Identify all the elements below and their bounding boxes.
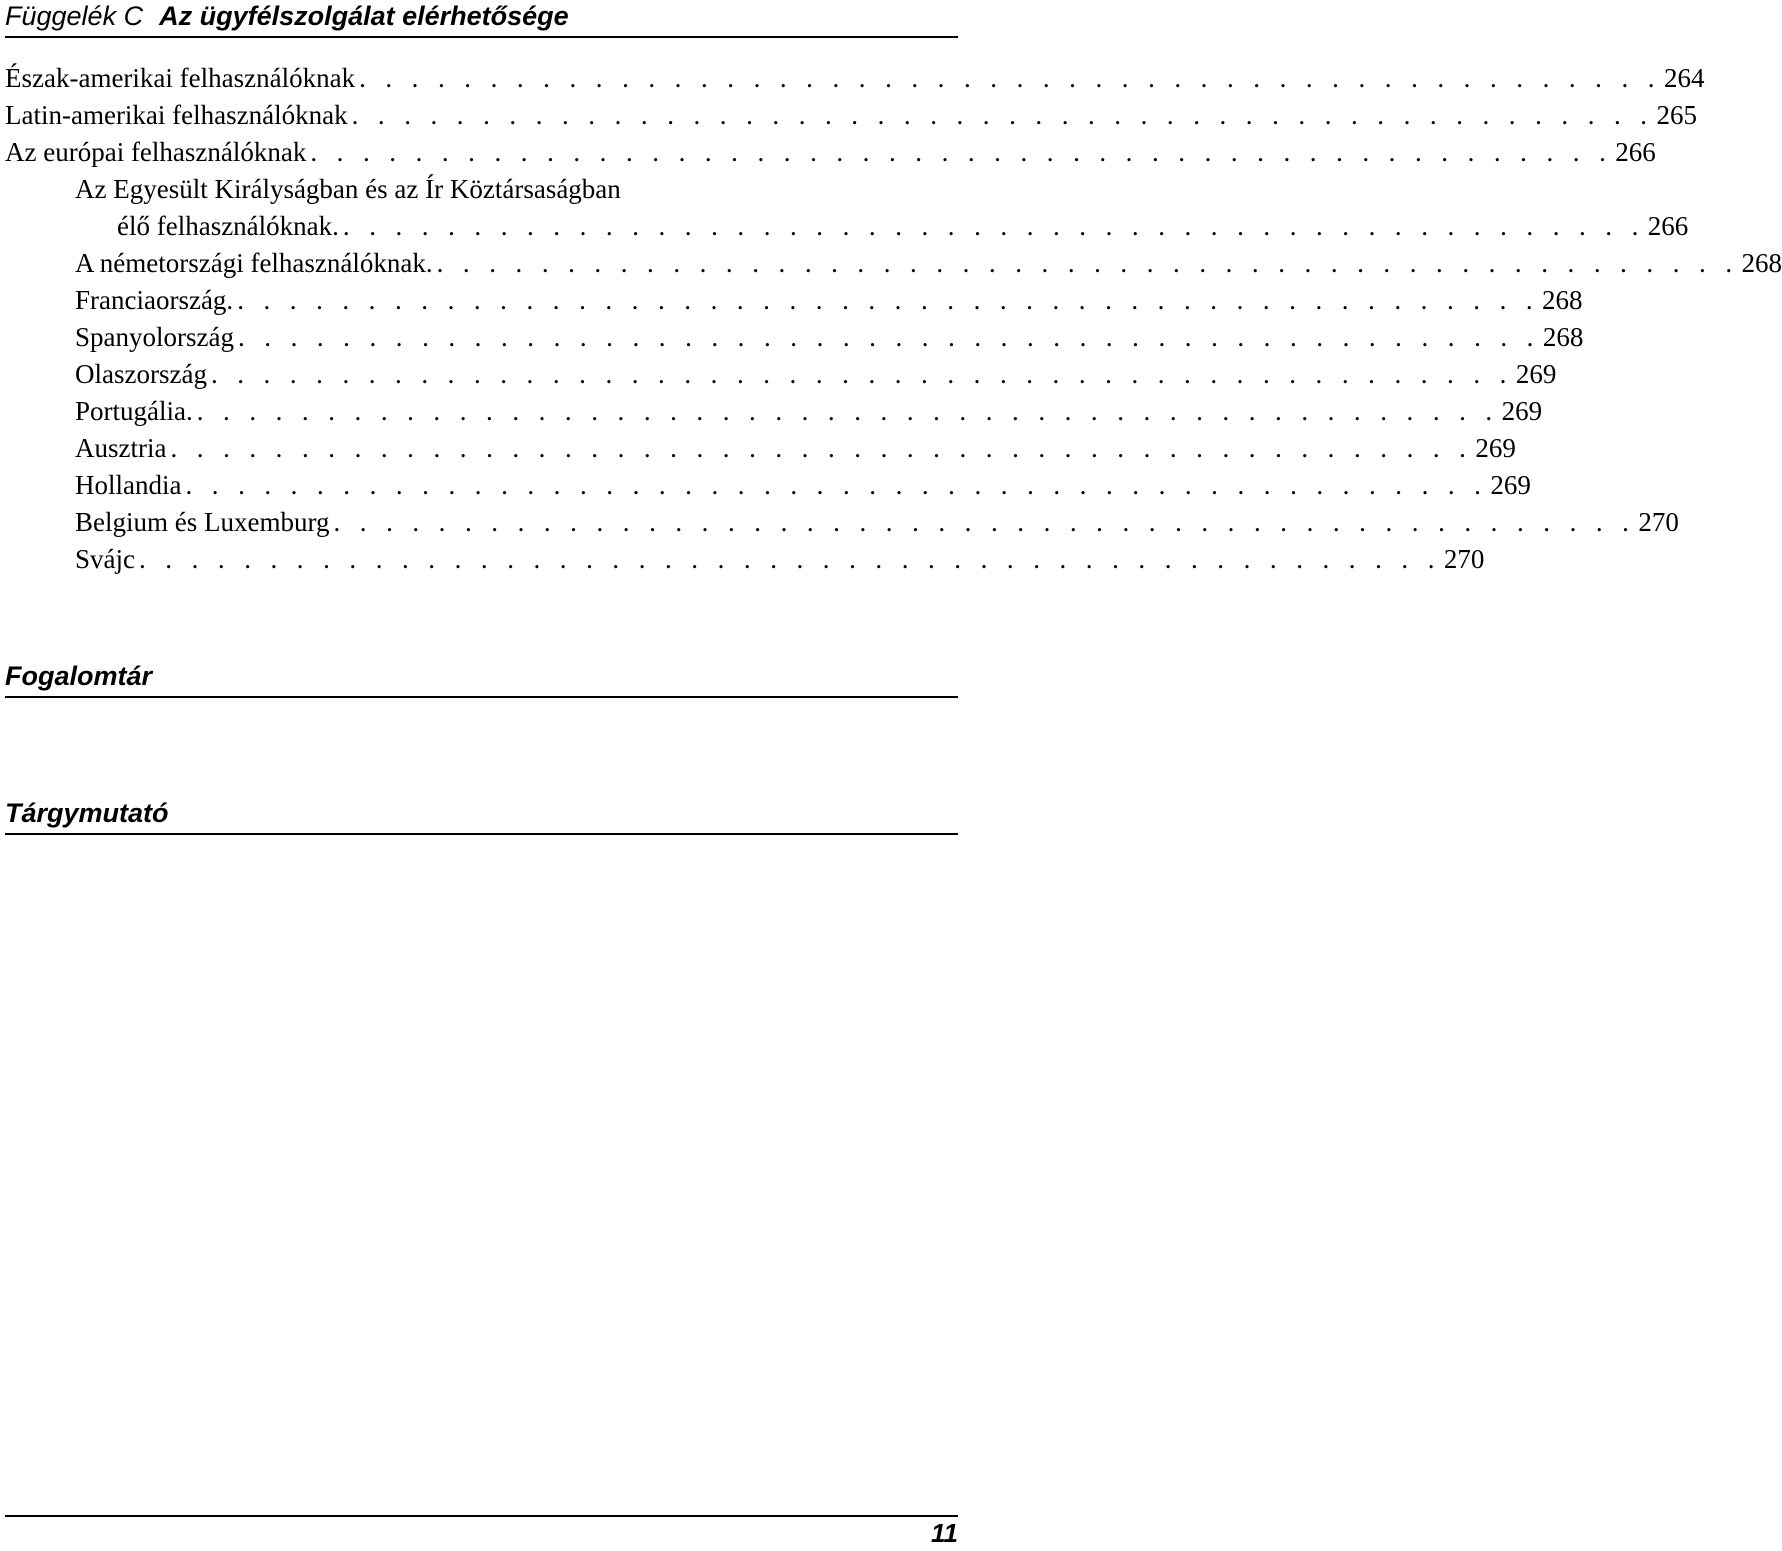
toc-page-number: 268 <box>1741 248 1782 278</box>
toc-page-number: 268 <box>1542 285 1583 315</box>
toc-entry-text: Olaszország <box>75 356 207 393</box>
glossary-title: Fogalomtár <box>5 661 153 691</box>
toc-page-number: 268 <box>1542 322 1584 352</box>
toc-entry-austria[interactable] <box>0 430 1516 467</box>
toc-page-number: 266 <box>1615 137 1656 167</box>
toc-entry-text: élő felhasználóknak. <box>117 208 339 245</box>
toc-entry-belgium-luxembourg[interactable] <box>0 504 1679 541</box>
toc-page-number: 266 <box>1647 211 1689 241</box>
toc-page-number: 270 <box>1638 507 1679 537</box>
dot-leader: . . . . . . . . . . . . . . . . . . . . . . . . . . . . . . . . . . . . . . . . . . . . . . . . . . <box>359 63 1661 93</box>
dot-leader: . . . . . . . . . . . . . . . . . . . . . . . . . . . . . . . . . . . . . . . . . . . . . . . . . . <box>237 285 1540 315</box>
toc-entry-text: Az európai felhasználóknak <box>5 134 306 171</box>
toc-entry-germany[interactable] <box>0 245 1782 282</box>
toc-entry-text: Latin-amerikai felhasználóknak <box>5 97 348 134</box>
toc-entry-france[interactable] <box>0 282 1583 319</box>
toc-page-number: 269 <box>1475 433 1516 463</box>
index-title: Tárgymutató <box>5 798 169 828</box>
dot-leader: . . . . . . . . . . . . . . . . . . . . . . . . . . . . . . . . . . . . . . . . . . . . . . . . . . <box>436 248 1739 278</box>
toc-entry-north-america[interactable] <box>0 60 1705 97</box>
dot-leader: . . . . . . . . . . . . . . . . . . . . . . . . . . . . . . . . . . . . . . . . . . . . . . . . . . <box>139 544 1441 574</box>
toc-entry-latin-america[interactable] <box>0 97 1697 134</box>
toc-entry-text: Svájc <box>75 541 135 578</box>
toc-entry-text: Észak-amerikai felhasználóknak <box>5 60 355 97</box>
dot-leader: . . . . . . . . . . . . . . . . . . . . . . . . . . . . . . . . . . . . . . . . . . . . . . . . . . <box>351 100 1654 130</box>
dot-leader: . . . . . . . . . . . . . . . . . . . . . . . . . . . . . . . . . . . . . . . . . . . . . . . . . . <box>237 322 1540 352</box>
dot-leader: . . . . . . . . . . . . . . . . . . . . . . . . . . . . . . . . . . . . . . . . . . . . . . . . . . <box>342 211 1645 241</box>
toc-entry-uk-ireland[interactable] <box>0 171 960 208</box>
toc-entry-text: Portugália. <box>75 393 193 430</box>
toc-entry-text: Spanyolország <box>75 319 234 356</box>
appendix-heading <box>5 0 958 38</box>
dot-leader: . . . . . . . . . . . . . . . . . . . . . . . . . . . . . . . . . . . . . . . . . . . . . . . . . . <box>196 396 1499 426</box>
toc-page-number: 265 <box>1656 100 1697 130</box>
toc-page-number: 269 <box>1501 396 1543 426</box>
toc-page-number: 269 <box>1515 359 1557 389</box>
dot-leader: . . . . . . . . . . . . . . . . . . . . . . . . . . . . . . . . . . . . . . . . . . . . . . . . . . <box>310 137 1613 167</box>
toc-entry-spain[interactable] <box>0 319 1584 356</box>
toc-entry-text: A németországi felhasználóknak. <box>75 245 433 282</box>
toc-entry-text: Belgium és Luxemburg <box>75 504 329 541</box>
glossary-heading[interactable] <box>5 660 958 698</box>
toc-entry-uk-ireland-cont[interactable] <box>0 208 1689 245</box>
toc-entry-europe[interactable] <box>0 134 1656 171</box>
dot-leader: . . . . . . . . . . . . . . . . . . . . . . . . . . . . . . . . . . . . . . . . . . . . . . . . . . <box>333 507 1636 537</box>
toc-page-number: 269 <box>1490 470 1531 500</box>
toc-entry-text: Franciaország. <box>75 282 233 319</box>
toc-entry-switzerland[interactable] <box>0 541 1485 578</box>
toc-page-number: 270 <box>1443 544 1485 574</box>
appendix-title[interactable]: Az ügyfélszolgálat elérhetősége <box>159 1 569 31</box>
toc-entry-text: Az Egyesült Királyságban és az Ír Köztársaságban <box>75 171 621 208</box>
toc-entry-text: Ausztria <box>75 430 166 467</box>
toc-entry-portugal[interactable] <box>0 393 1543 430</box>
dot-leader: . . . . . . . . . . . . . . . . . . . . . . . . . . . . . . . . . . . . . . . . . . . . . . . . . . <box>210 359 1513 389</box>
toc-entry-netherlands[interactable] <box>0 467 1531 504</box>
appendix-label: Függelék C <box>5 1 144 31</box>
dot-leader: . . . . . . . . . . . . . . . . . . . . . . . . . . . . . . . . . . . . . . . . . . . . . . . . . . <box>170 433 1473 463</box>
toc-list <box>0 60 1782 578</box>
dot-leader: . . . . . . . . . . . . . . . . . . . . . . . . . . . . . . . . . . . . . . . . . . . . . . . . . . <box>185 470 1488 500</box>
page-number: 11 <box>5 1515 958 1549</box>
toc-entry-text: Hollandia <box>75 467 181 504</box>
toc-entry-italy[interactable] <box>0 356 1557 393</box>
index-heading[interactable] <box>5 797 958 835</box>
toc-page-number: 264 <box>1663 63 1705 93</box>
